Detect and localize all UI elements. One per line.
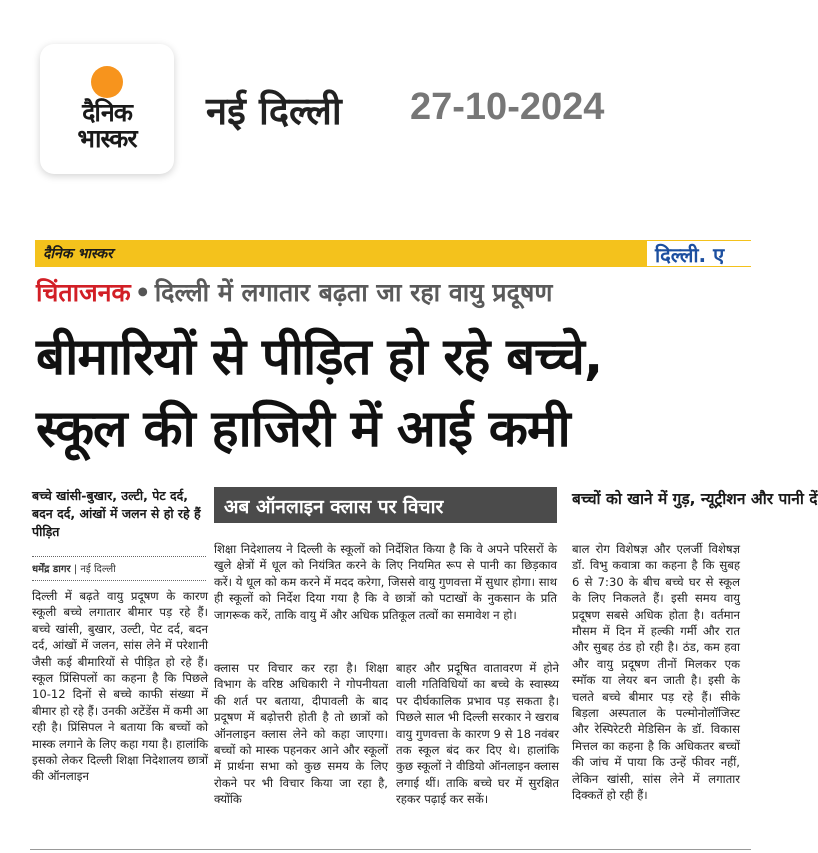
page-strip <box>35 240 751 267</box>
headline <box>36 322 751 466</box>
kicker-bullet: • <box>134 278 151 307</box>
deck-divider <box>32 556 206 557</box>
kicker <box>36 275 552 309</box>
bottom-divider <box>30 849 751 850</box>
kicker-label: चिंताजनक <box>36 278 131 307</box>
column-3-body: बाल रोग विशेषज्ञ और एलर्जी विशेषज्ञ डॉ. विभु कवात्रा का कहना है कि सुबह 6 से 7:30 के बीच बच्चे घर से स्कूल के लिए निकलते हैं। इसी समय वायु प्रदूषण सबसे अधिक होता है। वर्तमान मौसम में दिन में हल्की गर्मी और रात और सुबह ठंड हो रही है। ठंड, कम हवा और वायु प्रदूषण तीनों मिलकर एक स्मॉक या लेयर बन जाती है। इसी के चलते बच्चे बीमार पड़ रहे हैं। सीके बिड़ला अस्पताल के पल्मोनोलॉजिस्ट और रेस्पिरेटरी मेडिसिन के डॉ. विकास मित्तल का कहना है कि अधिकतर बच्चों की जांच में पाया कि उन्हें फीवर नहीं, लेकिन खांसी, सांस लेने में लगातार दिक्कतें हो रही हैं। <box>572 542 740 803</box>
column-3-title: बच्चों को खाने में गुड़, न्यूट्रीशन और पानी दें <box>572 490 818 508</box>
byline-separator: | <box>70 564 81 575</box>
headline-line-1: बीमारियों से पीड़ित हो रहे बच्चे, <box>36 328 603 387</box>
article-deck: बच्चे खांसी-बुखार, उल्टी, पेट दर्द, बदन दर्द, आंखों में जलन से हो रहे हैं पीड़ित <box>32 488 201 539</box>
byline <box>32 561 116 575</box>
kicker-text: दिल्ली में लगातार बढ़ता जा रहा वायु प्रदूषण <box>154 278 553 307</box>
byline-author: धर्मेंद्र डागर <box>32 564 71 575</box>
edition-city: नई दिल्ली <box>206 89 342 133</box>
byline-divider <box>32 580 206 581</box>
column-2a-body: क्लास पर विचार कर रहा है। शिक्षा विभाग के वरिष्ठ अधिकारी ने गोपनीयता की शर्त पर बताया, दीपावली के बाद प्रदूषण में बढ़ोत्तरी होती है तो छात्रों को ऑनलाइन क्लास लेने को कहा जाएगा। बच्चों को मास्क पहनकर आने और स्कूलों में प्रार्थना सभा को कुछ समय के लिए रोकने पर भी विचार किया जा रहा है, क्योंकि <box>214 661 388 807</box>
dainik-bhaskar-logo <box>40 44 174 174</box>
section-box-title: अब ऑनलाइन क्लास पर विचार <box>214 487 557 523</box>
column-2-top-body: शिक्षा निदेशालय ने दिल्ली के स्कूलों को निर्देशित किया है कि वे अपने परिसरों के खुले क्षेत्रों में धूल को नियंत्रित करने के लिए नियमित रूप से पानी का छिड़काव करें। ये धूल को कम करने में मदद करेगा, जिससे वायु गुणवत्ता में सुधार होगा। साथ ही स्कूलों को निर्देश दिया गया है कि वे छात्रों को पटाखों के नुकसान के प्रति जागरूक करें, ताकि वायु में और अधिक प्रतिकूल तत्वों का समावेश न हो। <box>214 542 557 622</box>
logo-wordmark: दैनिक भास्कर <box>77 98 137 153</box>
column-2b-body: बाहर और प्रदूषित वातावरण में होने वाली गतिविधियों का बच्चे के स्वास्थ्य पर दीर्घकालिक प्रभाव पड़ सकता है। पिछले साल भी दिल्ली सरकार ने खराब वायु गुणवत्ता के कारण 9 से 18 नवंबर तक स्कूल बंद कर दिए थे। हालांकि कुछ स्कूलों ने वीडियो ऑनलाइन क्लास लगाई थीं। ताकि बच्चे घर में सुरक्षित रहकर पढ़ाई कर सकें। <box>396 661 559 807</box>
strip-city: दिल्ली. ए <box>647 241 751 266</box>
strip-brand: दैनिक भास्कर <box>43 246 113 262</box>
edition-date: 27-10-2024 <box>410 86 605 128</box>
column-1-body: दिल्ली में बढ़ते वायु प्रदूषण के कारण स्कूली बच्चे लगातार बीमार पड़ रहे हैं। बच्चे खांसी, बुखार, उल्टी, पेट दर्द, बदन दर्द, आंखों में जलन, सांस लेने में परेशानी जैसी कई बीमारियों से पीड़ित हो रहे हैं। स्कूल प्रिंसिपलों का कहना है कि पिछले 10-12 दिनों से बच्चे काफी संख्या में बीमार हो रहे हैं। उनकी अटेंडेंस में कमी आ रही है। प्रिंसिपल ने बताया कि बच्चों को मास्क लगाने के लिए कहा गया है। हालांकि इसको लेकर दिल्ली शिक्षा निदेशालय छात्रों की ऑनलाइन <box>32 589 208 784</box>
sun-logo-icon <box>91 66 123 98</box>
headline-line-2: स्कूल की हाजिरी में आई कमी <box>36 400 570 459</box>
byline-city: नई दिल्ली <box>80 564 116 575</box>
